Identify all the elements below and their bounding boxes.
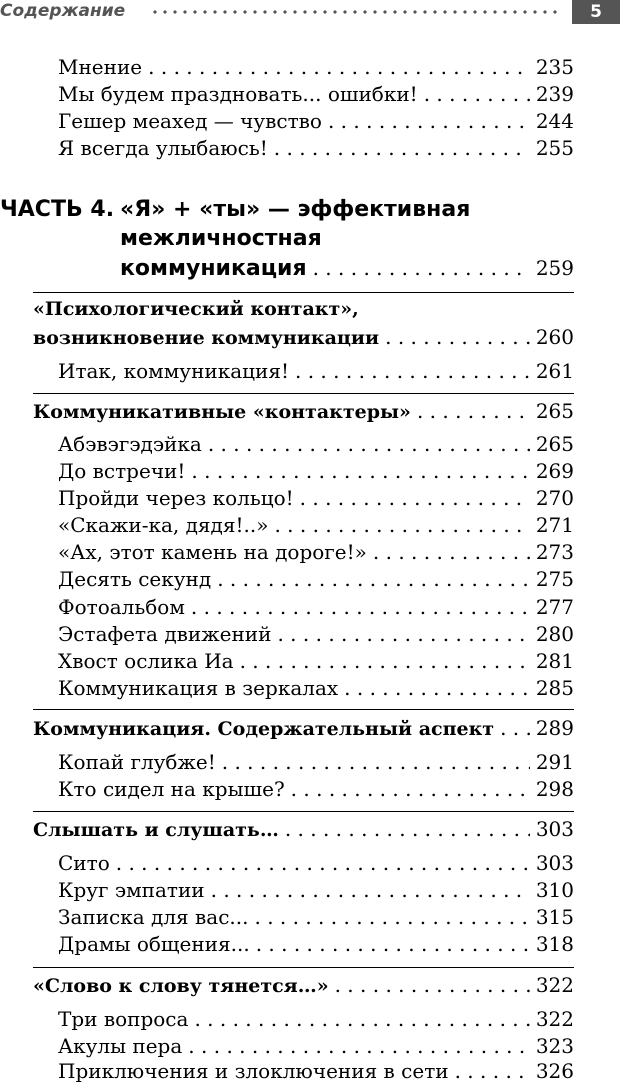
toc-entry-title: Абэвэгэдэйка	[58, 432, 202, 456]
leader-dots	[373, 538, 530, 566]
toc-entry-page: 280	[535, 622, 574, 646]
toc-entry-title: Три вопроса	[58, 1007, 189, 1031]
toc-entry-page: 235	[535, 55, 574, 79]
toc-entry-title: Коммуникация в зеркалах	[58, 676, 339, 700]
toc-entry[interactable]	[0, 674, 574, 702]
leader-dots	[240, 647, 530, 675]
toc-entry[interactable]	[0, 930, 574, 958]
toc-entry[interactable]	[0, 107, 574, 135]
leader-dots	[274, 134, 530, 162]
leader-dots	[295, 357, 530, 385]
toc-entry-title: Пройди через кольцо!	[58, 486, 294, 510]
toc-entry-page: 271	[535, 513, 574, 537]
toc-entry[interactable]	[0, 620, 574, 648]
toc-entry-page: 265	[535, 432, 574, 456]
leader-dots	[417, 397, 530, 426]
section-page: 289	[535, 716, 574, 740]
leader-dots	[148, 53, 530, 81]
toc-entry-page: 261	[535, 359, 574, 383]
toc-entry-page: 310	[535, 878, 574, 902]
part-page: 259	[535, 256, 574, 280]
section-divider	[33, 811, 574, 812]
toc-entry-title: Мы будем праздновать... ошибки!	[58, 82, 418, 106]
section-heading[interactable]	[0, 714, 574, 742]
leader-dots	[500, 714, 530, 743]
toc-entry-title: Я всегда улыбаюсь!	[58, 136, 268, 160]
toc-entry[interactable]	[0, 876, 574, 904]
part-label: ЧАСТЬ 4.	[0, 197, 115, 222]
toc-entry[interactable]	[0, 1005, 574, 1033]
toc-entry-title: Фотоальбом	[58, 595, 185, 619]
toc-entry-title: Эстафета движений	[58, 622, 272, 646]
toc-entry-title: Приключения и злоключения в сети	[58, 1059, 449, 1083]
leader-dots	[217, 565, 530, 593]
leader-dots	[194, 1005, 529, 1033]
toc-entry[interactable]	[0, 647, 574, 675]
toc-entry-page: 275	[535, 567, 574, 591]
leader-dots	[385, 323, 530, 352]
toc-entry-page: 298	[535, 777, 574, 801]
toc-entry[interactable]	[0, 80, 574, 108]
section-title: Коммуникативные «контактеры»	[33, 401, 411, 423]
toc-entry-page: 270	[535, 486, 574, 510]
section-page: 303	[535, 817, 574, 841]
part-title-line: «Я» + «ты» — эффективная	[120, 197, 471, 222]
toc-entry-title: Акулы пера	[58, 1034, 183, 1058]
section-title: Слышать и слушать…	[33, 819, 279, 841]
toc-entry[interactable]	[0, 53, 574, 81]
toc-entry-title: «Скажи-ка, дядя!..»	[58, 513, 269, 537]
toc-entry-title: Записка для вас...	[58, 905, 249, 929]
section-title-line[interactable]: «Психологический контакт»,	[33, 298, 359, 320]
section-divider	[33, 292, 574, 293]
toc-entry[interactable]	[0, 357, 574, 385]
toc-entry[interactable]	[0, 430, 574, 458]
header-leader-dots	[150, 10, 562, 14]
leader-dots	[277, 620, 529, 648]
toc-entry-title: Десять секунд	[58, 567, 212, 591]
leader-dots	[116, 849, 530, 877]
toc-entry-page: 239	[535, 82, 574, 106]
toc-entry[interactable]	[0, 538, 574, 566]
toc-entry[interactable]	[0, 484, 574, 512]
section-page: 322	[535, 973, 574, 997]
leader-dots	[256, 930, 530, 958]
header-page-number: 5	[572, 0, 620, 24]
leader-dots	[313, 253, 530, 284]
leader-dots	[222, 748, 530, 776]
section-title: Коммуникация. Содержательный аспект	[33, 718, 495, 740]
leader-dots	[344, 674, 530, 702]
toc-entry-page: 326	[535, 1059, 574, 1083]
part-title-last-line	[120, 253, 574, 284]
toc-entry-page: 277	[535, 595, 574, 619]
section-page: 260	[535, 325, 574, 349]
toc-entry-title: Драмы общения...	[58, 932, 250, 956]
leader-dots	[285, 815, 530, 844]
toc-entry-page: 244	[535, 109, 574, 133]
toc-entry-title: «Ах, этот камень на дороге!»	[58, 540, 367, 564]
section-heading[interactable]	[0, 397, 574, 425]
section-heading[interactable]	[0, 971, 574, 999]
leader-dots	[291, 775, 530, 803]
leader-dots	[424, 80, 530, 108]
toc-entry-page: 273	[535, 540, 574, 564]
toc-entry-title: До встречи!	[58, 459, 186, 483]
section-heading[interactable]	[0, 815, 574, 843]
leader-dots	[211, 876, 530, 904]
running-header	[0, 0, 620, 24]
part-heading[interactable]	[0, 195, 574, 287]
leader-dots	[254, 903, 529, 931]
toc-entry[interactable]	[0, 593, 574, 621]
leader-dots	[188, 1032, 530, 1060]
toc-entry[interactable]	[0, 849, 574, 877]
section-heading[interactable]	[0, 323, 574, 351]
leader-dots	[455, 1057, 530, 1085]
section-divider	[33, 709, 574, 710]
toc-entry[interactable]	[0, 1057, 574, 1085]
leader-dots	[191, 457, 529, 485]
toc-entry-page: 285	[535, 676, 574, 700]
toc-entry[interactable]	[0, 134, 574, 162]
toc-entry-title: Круг эмпатии	[58, 878, 205, 902]
toc-entry-page: 255	[535, 136, 574, 160]
leader-dots	[335, 971, 530, 1000]
toc-entry[interactable]	[0, 511, 574, 539]
toc-entry[interactable]	[0, 457, 574, 485]
section-title-line: возникновение коммуникации	[33, 327, 380, 349]
section-title: «Слово к слову тянется…»	[33, 975, 329, 997]
part-title-line: коммуникация	[120, 256, 307, 281]
section-divider	[33, 967, 574, 968]
toc-entry-page: 281	[535, 649, 574, 673]
toc-entry-page: 269	[535, 459, 574, 483]
toc-entry-title: Копай глубже!	[58, 750, 216, 774]
toc-entry-title: Мнение	[58, 55, 143, 79]
leader-dots	[191, 593, 530, 621]
leader-dots	[300, 484, 530, 512]
section-divider	[33, 393, 574, 394]
part-title-line: межличностная	[120, 226, 322, 251]
header-title: Содержание	[0, 0, 129, 24]
toc-entry-title: Сито	[58, 851, 110, 875]
leader-dots	[328, 107, 530, 135]
toc-entry-page: 322	[535, 1007, 574, 1031]
toc-entry-page: 303	[535, 851, 574, 875]
toc-entry-title: Хвост ослика Иа	[58, 649, 234, 673]
toc-entry-page: 315	[535, 905, 574, 929]
toc-entry-title: Кто сидел на крыше?	[58, 777, 285, 801]
toc-entry[interactable]	[0, 748, 574, 776]
toc-entry-page: 291	[535, 750, 574, 774]
leader-dots	[274, 511, 529, 539]
leader-dots	[208, 430, 530, 458]
toc-entry-page: 318	[535, 932, 574, 956]
toc-entry[interactable]	[0, 903, 574, 931]
toc-entry-title: Гешер меахед — чувство	[58, 109, 322, 133]
toc-entry[interactable]	[0, 1032, 574, 1060]
section-page: 265	[535, 399, 574, 423]
toc-entry-title: Итак, коммуникация!	[58, 359, 289, 383]
toc-entry-page: 323	[535, 1034, 574, 1058]
toc-entry[interactable]	[0, 565, 574, 593]
toc-entry[interactable]	[0, 775, 574, 803]
